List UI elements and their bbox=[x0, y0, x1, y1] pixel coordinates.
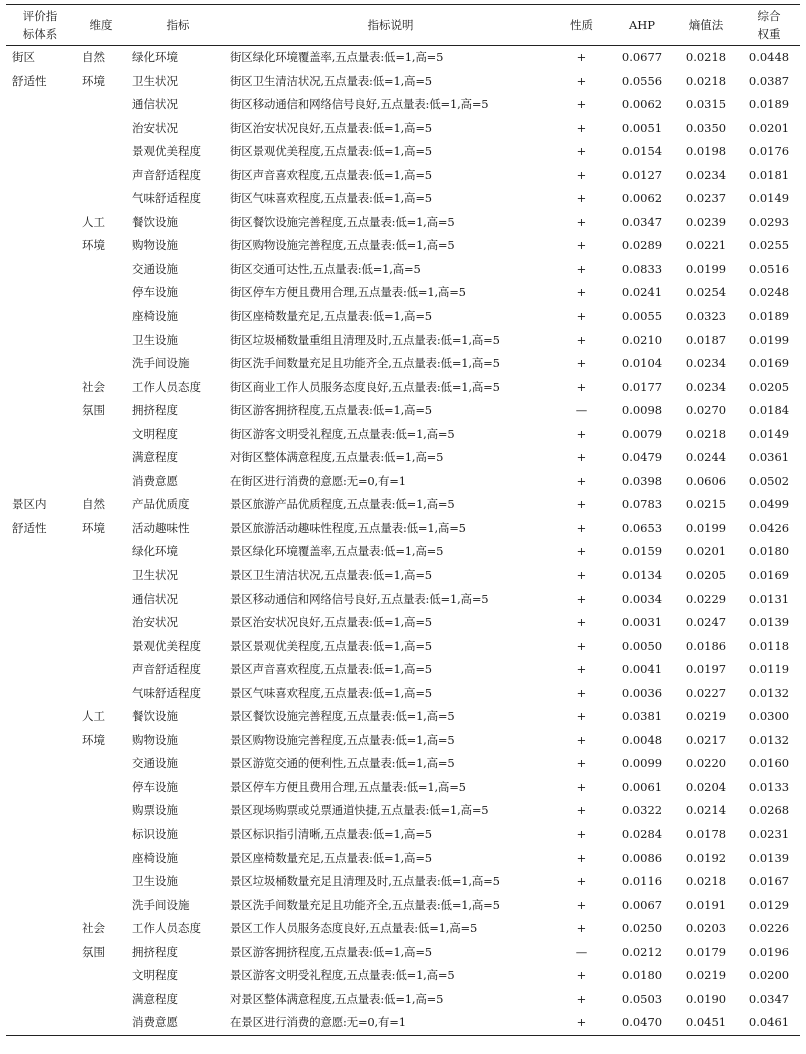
ahp-cell: 0.0177 bbox=[621, 379, 663, 394]
system-cell bbox=[6, 46, 74, 494]
entropy-cell: 0.0229 bbox=[685, 591, 727, 606]
indicator-cell: 景观优美程度 bbox=[132, 144, 201, 159]
description-cell: 景区餐饮设施完善程度,五点量表:低=1,高=5 bbox=[230, 709, 455, 724]
entropy-cell: 0.0199 bbox=[685, 520, 727, 535]
weight-cell: 0.0199 bbox=[748, 332, 790, 347]
ahp-cell: 0.0556 bbox=[621, 73, 663, 88]
nature-cell: + bbox=[576, 120, 587, 135]
nature-cell: + bbox=[576, 356, 587, 371]
nature-cell: + bbox=[576, 379, 587, 394]
system-label-line: 景区内 bbox=[12, 497, 47, 512]
entropy-cell: 0.0218 bbox=[685, 50, 727, 64]
ahp-cell: 0.0055 bbox=[621, 308, 663, 323]
nature-cell: + bbox=[576, 568, 587, 582]
ahp-cell: 0.0062 bbox=[621, 191, 663, 206]
dimension-cell bbox=[74, 46, 128, 211]
dimension-label-line: 环境 bbox=[82, 520, 105, 535]
weight-cell: 0.0255 bbox=[748, 238, 790, 253]
weight-cell: 0.0268 bbox=[748, 803, 790, 818]
ahp-cell: 0.0061 bbox=[621, 779, 663, 794]
weight-cell: 0.0149 bbox=[748, 426, 790, 441]
entropy-cell: 0.0315 bbox=[685, 97, 727, 112]
dimension-label-line: 社会 bbox=[82, 379, 105, 394]
nature-cell: + bbox=[576, 167, 587, 182]
description-cell: 景区气味喜欢程度,五点量表:低=1,高=5 bbox=[230, 685, 432, 700]
weight-cell: 0.0196 bbox=[748, 944, 790, 959]
description-cell: 景区旅游活动趣味性程度,五点量表:低=1,高=5 bbox=[230, 520, 466, 535]
description-cell: 街区景观优美程度,五点量表:低=1,高=5 bbox=[230, 144, 432, 159]
nature-cell: — bbox=[575, 403, 588, 418]
description-cell: 景区座椅数量充足,五点量表:低=1,高=5 bbox=[230, 850, 432, 865]
weight-cell: 0.0132 bbox=[748, 732, 790, 747]
indicator-cell: 座椅设施 bbox=[132, 308, 178, 323]
header-weight bbox=[738, 5, 800, 46]
ahp-cell: 0.0241 bbox=[621, 285, 663, 300]
description-cell: 街区垃圾桶数量重组且清理及时,五点量表:低=1,高=5 bbox=[230, 332, 500, 347]
description-cell: 景区垃圾桶数量充足且清理及时,五点量表:低=1,高=5 bbox=[230, 874, 500, 889]
description-cell: 街区气味喜欢程度,五点量表:低=1,高=5 bbox=[230, 191, 432, 206]
indicator-cell: 座椅设施 bbox=[132, 850, 178, 865]
ahp-cell: 0.0062 bbox=[621, 97, 663, 112]
entropy-cell: 0.0220 bbox=[685, 756, 727, 771]
weight-cell: 0.0448 bbox=[748, 50, 790, 64]
weight-cell: 0.0180 bbox=[748, 544, 790, 559]
weight-cell: 0.0119 bbox=[748, 662, 790, 677]
ahp-cell: 0.0051 bbox=[621, 120, 663, 135]
header-system-line1: 评价指 bbox=[22, 9, 58, 23]
table-header-row bbox=[6, 5, 800, 46]
indicator-cell: 工作人员态度 bbox=[132, 379, 201, 394]
indicator-cell: 声音舒适程度 bbox=[132, 167, 201, 182]
header-description: 指标说明 bbox=[228, 5, 553, 46]
header-nature: 性质 bbox=[553, 5, 610, 46]
description-cell: 景区移动通信和网络信号良好,五点量表:低=1,高=5 bbox=[230, 591, 489, 606]
indicator-cell: 卫生状况 bbox=[132, 73, 178, 88]
indicator-cell: 工作人员态度 bbox=[132, 921, 201, 936]
indicator-cell: 消费意愿 bbox=[132, 473, 178, 488]
header-weight-line1: 综合 bbox=[757, 9, 781, 23]
header-system bbox=[6, 5, 74, 46]
dimension-cell bbox=[74, 917, 128, 1035]
indicator-cell: 通信状况 bbox=[132, 97, 178, 112]
description-cell: 街区交通可达性,五点量表:低=1,高=5 bbox=[230, 261, 421, 276]
description-cell: 景区工作人员服务态度良好,五点量表:低=1,高=5 bbox=[230, 921, 478, 936]
indicator-cell: 标识设施 bbox=[132, 827, 178, 842]
entropy-cell: 0.0218 bbox=[685, 426, 727, 441]
indicator-cell: 绿化环境 bbox=[132, 50, 178, 64]
indicator-cell: 交通设施 bbox=[132, 261, 178, 276]
ahp-cell: 0.0284 bbox=[621, 827, 663, 842]
description-cell: 景区购物设施完善程度,五点量表:低=1,高=5 bbox=[230, 732, 455, 747]
header-system-line2: 标体系 bbox=[22, 27, 58, 41]
nature-cell: + bbox=[576, 732, 587, 747]
ahp-cell: 0.0347 bbox=[621, 214, 663, 229]
nature-cell: + bbox=[576, 473, 587, 488]
nature-cell: + bbox=[576, 191, 587, 206]
indicator-cell: 卫生设施 bbox=[132, 332, 178, 347]
indicator-cell: 卫生设施 bbox=[132, 874, 178, 889]
description-cell: 景区声音喜欢程度,五点量表:低=1,高=5 bbox=[230, 662, 432, 677]
weight-cell: 0.0131 bbox=[748, 591, 790, 606]
entropy-cell: 0.0219 bbox=[685, 968, 727, 983]
nature-cell: + bbox=[576, 50, 587, 64]
description-cell: 街区座椅数量充足,五点量表:低=1,高=5 bbox=[230, 308, 432, 323]
description-cell: 街区声音喜欢程度,五点量表:低=1,高=5 bbox=[230, 167, 432, 182]
entropy-cell: 0.0350 bbox=[685, 120, 727, 135]
ahp-cell: 0.0048 bbox=[621, 732, 663, 747]
weight-cell: 0.0133 bbox=[748, 779, 790, 794]
weight-cell: 0.0169 bbox=[748, 356, 790, 371]
entropy-cell: 0.0217 bbox=[685, 732, 727, 747]
ahp-cell: 0.0470 bbox=[621, 1015, 663, 1030]
ahp-cell: 0.0031 bbox=[621, 615, 663, 630]
weight-cell: 0.0226 bbox=[748, 921, 790, 936]
weight-cell: 0.0499 bbox=[748, 497, 790, 512]
header-dimension: 维度 bbox=[74, 5, 128, 46]
table-row bbox=[6, 917, 800, 941]
ahp-cell: 0.0322 bbox=[621, 803, 663, 818]
indicator-cell: 拥挤程度 bbox=[132, 944, 178, 959]
header-entropy: 熵值法 bbox=[674, 5, 738, 46]
ahp-cell: 0.0398 bbox=[621, 473, 663, 488]
description-cell: 景区景观优美程度,五点量表:低=1,高=5 bbox=[230, 638, 432, 653]
entropy-cell: 0.0221 bbox=[685, 238, 727, 253]
indicator-cell: 绿化环境 bbox=[132, 544, 178, 559]
weight-cell: 0.0149 bbox=[748, 191, 790, 206]
weight-cell: 0.0139 bbox=[748, 850, 790, 865]
entropy-cell: 0.0247 bbox=[685, 615, 727, 630]
entropy-cell: 0.0254 bbox=[685, 285, 727, 300]
entropy-cell: 0.0197 bbox=[685, 662, 727, 677]
weight-cell: 0.0347 bbox=[748, 991, 790, 1006]
nature-cell: + bbox=[576, 615, 587, 630]
entropy-cell: 0.0234 bbox=[685, 167, 727, 182]
indicator-cell: 通信状况 bbox=[132, 591, 178, 606]
ahp-cell: 0.0210 bbox=[621, 332, 663, 347]
ahp-cell: 0.0134 bbox=[621, 568, 663, 582]
weight-cell: 0.0189 bbox=[748, 97, 790, 112]
entropy-cell: 0.0234 bbox=[685, 379, 727, 394]
system-label-line: 舒适性 bbox=[12, 73, 47, 88]
description-cell: 景区停车方便且费用合理,五点量表:低=1,高=5 bbox=[230, 779, 466, 794]
description-cell: 对街区整体满意程度,五点量表:低=1,高=5 bbox=[230, 450, 444, 465]
dimension-label-line: 人工 bbox=[82, 709, 105, 724]
entropy-cell: 0.0244 bbox=[685, 450, 727, 465]
indicator-cell: 满意程度 bbox=[132, 450, 178, 465]
nature-cell: + bbox=[576, 779, 587, 794]
description-cell: 街区游客拥挤程度,五点量表:低=1,高=5 bbox=[230, 403, 432, 418]
entropy-cell: 0.0239 bbox=[685, 214, 727, 229]
weight-cell: 0.0139 bbox=[748, 615, 790, 630]
dimension-label-line: 人工 bbox=[82, 214, 105, 229]
description-cell: 在景区进行消费的意愿:无=0,有=1 bbox=[230, 1015, 406, 1030]
nature-cell: + bbox=[576, 426, 587, 441]
entropy-cell: 0.0323 bbox=[685, 308, 727, 323]
ahp-cell: 0.0503 bbox=[621, 991, 663, 1006]
ahp-cell: 0.0159 bbox=[621, 544, 663, 559]
weight-cell: 0.0181 bbox=[748, 167, 790, 182]
weight-cell: 0.0167 bbox=[748, 874, 790, 889]
weight-cell: 0.0184 bbox=[748, 403, 790, 418]
entropy-cell: 0.0270 bbox=[685, 403, 727, 418]
ahp-cell: 0.0479 bbox=[621, 450, 663, 465]
system-label-line: 街区 bbox=[12, 50, 35, 64]
dimension-label-line: 自然 bbox=[82, 497, 105, 512]
indicator-cell: 停车设施 bbox=[132, 779, 178, 794]
description-cell: 对景区整体满意程度,五点量表:低=1,高=5 bbox=[230, 991, 444, 1006]
dimension-cell bbox=[74, 376, 128, 494]
description-cell: 街区停车方便且费用合理,五点量表:低=1,高=5 bbox=[230, 285, 466, 300]
entropy-cell: 0.0187 bbox=[685, 332, 727, 347]
indicator-cell: 餐饮设施 bbox=[132, 709, 178, 724]
nature-cell: + bbox=[576, 709, 587, 724]
weight-cell: 0.0176 bbox=[748, 144, 790, 159]
description-cell: 街区移动通信和网络信号良好,五点量表:低=1,高=5 bbox=[230, 97, 489, 112]
nature-cell: + bbox=[576, 238, 587, 253]
ahp-cell: 0.0154 bbox=[621, 144, 663, 159]
indicator-cell: 文明程度 bbox=[132, 968, 178, 983]
weight-cell: 0.0516 bbox=[748, 261, 790, 276]
entropy-cell: 0.0191 bbox=[685, 897, 727, 912]
ahp-cell: 0.0127 bbox=[621, 167, 663, 182]
nature-cell: + bbox=[576, 685, 587, 700]
entropy-cell: 0.0227 bbox=[685, 685, 727, 700]
description-cell: 街区卫生清洁状况,五点量表:低=1,高=5 bbox=[230, 73, 432, 88]
weight-cell: 0.0387 bbox=[748, 73, 790, 88]
ahp-cell: 0.0034 bbox=[621, 591, 663, 606]
indicator-cell: 满意程度 bbox=[132, 991, 178, 1006]
description-cell: 景区游客文明受礼程度,五点量表:低=1,高=5 bbox=[230, 968, 455, 983]
weight-cell: 0.0129 bbox=[748, 897, 790, 912]
description-cell: 街区绿化环境覆盖率,五点量表:低=1,高=5 bbox=[230, 50, 444, 64]
description-cell: 景区现场购票或兑票通道快捷,五点量表:低=1,高=5 bbox=[230, 803, 489, 818]
weight-cell: 0.0293 bbox=[748, 214, 790, 229]
indicator-cell: 文明程度 bbox=[132, 426, 178, 441]
entropy-cell: 0.0203 bbox=[685, 921, 727, 936]
dimension-cell bbox=[74, 493, 128, 705]
ahp-cell: 0.0289 bbox=[621, 238, 663, 253]
entropy-cell: 0.0198 bbox=[685, 144, 727, 159]
ahp-cell: 0.0653 bbox=[621, 520, 663, 535]
weight-cell: 0.0361 bbox=[748, 450, 790, 465]
entropy-cell: 0.0237 bbox=[685, 191, 727, 206]
indicator-cell: 洗手间设施 bbox=[132, 897, 190, 912]
indicator-cell: 活动趣味性 bbox=[132, 520, 190, 535]
nature-cell: — bbox=[575, 944, 588, 959]
indicator-cell: 景观优美程度 bbox=[132, 638, 201, 653]
indicator-cell: 声音舒适程度 bbox=[132, 662, 201, 677]
header-weight-line2: 权重 bbox=[757, 27, 781, 41]
entropy-cell: 0.0201 bbox=[685, 544, 727, 559]
description-cell: 街区餐饮设施完善程度,五点量表:低=1,高=5 bbox=[230, 214, 455, 229]
indicator-cell: 餐饮设施 bbox=[132, 214, 178, 229]
dimension-label-line: 社会 bbox=[82, 921, 105, 936]
dimension-label-line: 氛围 bbox=[82, 403, 105, 418]
description-cell: 景区洗手间数量充足且功能齐全,五点量表:低=1,高=5 bbox=[230, 897, 500, 912]
description-cell: 景区治安状况良好,五点量表:低=1,高=5 bbox=[230, 615, 432, 630]
ahp-cell: 0.0677 bbox=[621, 50, 663, 64]
description-cell: 景区标识指引清晰,五点量表:低=1,高=5 bbox=[230, 827, 432, 842]
ahp-cell: 0.0067 bbox=[621, 897, 663, 912]
ahp-cell: 0.0381 bbox=[621, 709, 663, 724]
table-row bbox=[6, 493, 800, 517]
entropy-cell: 0.0204 bbox=[685, 779, 727, 794]
weight-cell: 0.0426 bbox=[748, 520, 790, 535]
entropy-cell: 0.0218 bbox=[685, 73, 727, 88]
weight-cell: 0.0118 bbox=[748, 638, 790, 653]
dimension-label-line: 环境 bbox=[82, 73, 105, 88]
nature-cell: + bbox=[576, 662, 587, 677]
weight-cell: 0.0205 bbox=[748, 379, 790, 394]
weight-cell: 0.0461 bbox=[748, 1015, 790, 1030]
indicator-cell: 治安状况 bbox=[132, 120, 178, 135]
nature-cell: + bbox=[576, 520, 587, 535]
nature-cell: + bbox=[576, 968, 587, 983]
nature-cell: + bbox=[576, 756, 587, 771]
weight-cell: 0.0300 bbox=[748, 709, 790, 724]
entropy-cell: 0.0234 bbox=[685, 356, 727, 371]
weight-cell: 0.0502 bbox=[748, 473, 790, 488]
nature-cell: + bbox=[576, 874, 587, 889]
entropy-cell: 0.0218 bbox=[685, 874, 727, 889]
table-row bbox=[6, 211, 800, 235]
entropy-cell: 0.0214 bbox=[685, 803, 727, 818]
table-body bbox=[6, 46, 800, 1036]
weight-cell: 0.0132 bbox=[748, 685, 790, 700]
ahp-cell: 0.0041 bbox=[621, 662, 663, 677]
nature-cell: + bbox=[576, 991, 587, 1006]
description-cell: 街区洗手间数量充足且功能齐全,五点量表:低=1,高=5 bbox=[230, 356, 500, 371]
indicator-cell: 气味舒适程度 bbox=[132, 191, 201, 206]
dimension-label-line: 自然 bbox=[82, 50, 105, 64]
entropy-cell: 0.0192 bbox=[685, 850, 727, 865]
description-cell: 街区游客文明受礼程度,五点量表:低=1,高=5 bbox=[230, 426, 455, 441]
entropy-cell: 0.0606 bbox=[685, 473, 727, 488]
description-cell: 景区游客拥挤程度,五点量表:低=1,高=5 bbox=[230, 944, 432, 959]
ahp-cell: 0.0050 bbox=[621, 638, 663, 653]
nature-cell: + bbox=[576, 921, 587, 936]
indicator-cell: 停车设施 bbox=[132, 285, 178, 300]
entropy-cell: 0.0179 bbox=[685, 944, 727, 959]
nature-cell: + bbox=[576, 1015, 587, 1030]
indicator-cell: 购票设施 bbox=[132, 803, 178, 818]
ahp-cell: 0.0086 bbox=[621, 850, 663, 865]
header-indicator: 指标 bbox=[128, 5, 228, 46]
weight-cell: 0.0169 bbox=[748, 568, 790, 582]
ahp-cell: 0.0833 bbox=[621, 261, 663, 276]
indicator-cell: 交通设施 bbox=[132, 756, 178, 771]
ahp-cell: 0.0036 bbox=[621, 685, 663, 700]
dimension-label-line: 环境 bbox=[82, 732, 105, 747]
nature-cell: + bbox=[576, 214, 587, 229]
ahp-cell: 0.0079 bbox=[621, 426, 663, 441]
nature-cell: + bbox=[576, 144, 587, 159]
indicator-cell: 洗手间设施 bbox=[132, 356, 190, 371]
entropy-cell: 0.0186 bbox=[685, 638, 727, 653]
evaluation-index-table bbox=[6, 4, 800, 1036]
ahp-cell: 0.0180 bbox=[621, 968, 663, 983]
entropy-cell: 0.0215 bbox=[685, 497, 727, 512]
description-cell: 景区绿化环境覆盖率,五点量表:低=1,高=5 bbox=[230, 544, 444, 559]
description-cell: 街区治安状况良好,五点量表:低=1,高=5 bbox=[230, 120, 432, 135]
indicator-cell: 卫生状况 bbox=[132, 568, 178, 582]
entropy-cell: 0.0451 bbox=[685, 1015, 727, 1030]
nature-cell: + bbox=[576, 850, 587, 865]
nature-cell: + bbox=[576, 73, 587, 88]
system-cell bbox=[6, 493, 74, 1035]
entropy-cell: 0.0178 bbox=[685, 827, 727, 842]
description-cell: 街区购物设施完善程度,五点量表:低=1,高=5 bbox=[230, 238, 455, 253]
nature-cell: + bbox=[576, 497, 587, 512]
dimension-label-line: 环境 bbox=[82, 238, 105, 253]
weight-cell: 0.0248 bbox=[748, 285, 790, 300]
weight-cell: 0.0201 bbox=[748, 120, 790, 135]
weight-cell: 0.0189 bbox=[748, 308, 790, 323]
entropy-cell: 0.0199 bbox=[685, 261, 727, 276]
entropy-cell: 0.0205 bbox=[685, 568, 727, 582]
ahp-cell: 0.0099 bbox=[621, 756, 663, 771]
description-cell: 景区卫生清洁状况,五点量表:低=1,高=5 bbox=[230, 568, 432, 582]
dimension-cell bbox=[74, 211, 128, 376]
nature-cell: + bbox=[576, 97, 587, 112]
entropy-cell: 0.0190 bbox=[685, 991, 727, 1006]
nature-cell: + bbox=[576, 591, 587, 606]
indicator-cell: 消费意愿 bbox=[132, 1015, 178, 1030]
description-cell: 在街区进行消费的意愿:无=0,有=1 bbox=[230, 473, 406, 488]
table-row bbox=[6, 705, 800, 729]
nature-cell: + bbox=[576, 827, 587, 842]
system-label-line: 舒适性 bbox=[12, 520, 47, 535]
ahp-cell: 0.0250 bbox=[621, 921, 663, 936]
nature-cell: + bbox=[576, 544, 587, 559]
table-row bbox=[6, 46, 800, 70]
indicator-cell: 气味舒适程度 bbox=[132, 685, 201, 700]
dimension-cell bbox=[74, 705, 128, 917]
nature-cell: + bbox=[576, 803, 587, 818]
description-cell: 街区商业工作人员服务态度良好,五点量表:低=1,高=5 bbox=[230, 379, 500, 394]
indicator-cell: 购物设施 bbox=[132, 238, 178, 253]
nature-cell: + bbox=[576, 261, 587, 276]
dimension-label-line: 氛围 bbox=[82, 944, 105, 959]
ahp-cell: 0.0783 bbox=[621, 497, 663, 512]
nature-cell: + bbox=[576, 308, 587, 323]
entropy-cell: 0.0219 bbox=[685, 709, 727, 724]
weight-cell: 0.0160 bbox=[748, 756, 790, 771]
description-cell: 景区旅游产品优质程度,五点量表:低=1,高=5 bbox=[230, 497, 455, 512]
nature-cell: + bbox=[576, 450, 587, 465]
header-ahp: AHP bbox=[610, 5, 674, 46]
nature-cell: + bbox=[576, 897, 587, 912]
table-row bbox=[6, 376, 800, 400]
description-cell: 景区游览交通的便利性,五点量表:低=1,高=5 bbox=[230, 756, 455, 771]
weight-cell: 0.0231 bbox=[748, 827, 790, 842]
indicator-cell: 购物设施 bbox=[132, 732, 178, 747]
indicator-cell: 产品优质度 bbox=[132, 497, 190, 512]
ahp-cell: 0.0098 bbox=[621, 403, 663, 418]
nature-cell: + bbox=[576, 285, 587, 300]
weight-cell: 0.0200 bbox=[748, 968, 790, 983]
indicator-cell: 拥挤程度 bbox=[132, 403, 178, 418]
ahp-cell: 0.0104 bbox=[621, 356, 663, 371]
ahp-cell: 0.0116 bbox=[621, 874, 663, 889]
indicator-cell: 治安状况 bbox=[132, 615, 178, 630]
nature-cell: + bbox=[576, 638, 587, 653]
nature-cell: + bbox=[576, 332, 587, 347]
ahp-cell: 0.0212 bbox=[621, 944, 663, 959]
